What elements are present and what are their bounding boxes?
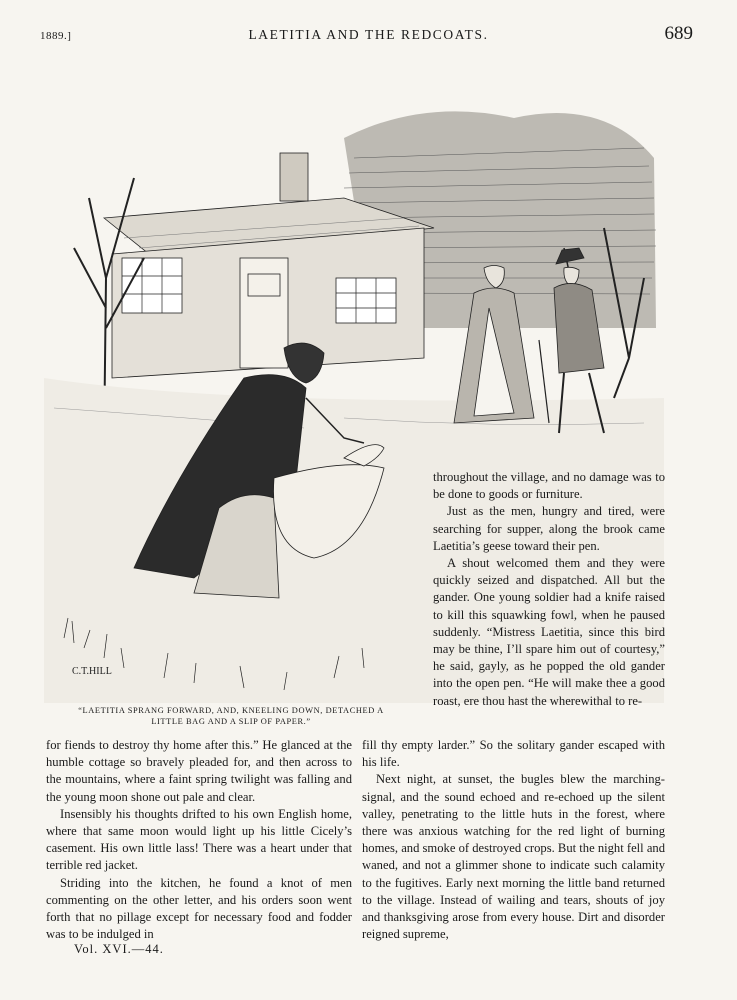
signature-mark: Vol. XVI.—44. (74, 942, 164, 956)
paragraph: Next night, at sunset, the bugles blew the marching-signal, and the sound echoed and re-echoed up the silent valley, penetrating to the little huts in the forest, where there was anxious watching for the red light of burning homes, and smoke of destroyed crops. But the night fell and waned, and not a glimmer shone to indicate such calamity to the fugitives. Early next morning the little band returned to the village. Instead of wailing and tears, shouts of joy and thanksgiving arose from every house. Dirt and disorder reigned supreme, (362, 772, 665, 942)
paragraph: fill thy empty larder.” So the solitary gander escaped with his life. (362, 738, 665, 770)
paragraph: for fiends to destroy thy home after this.” He glanced at the humble cottage so bravely pleaded for, and then across to the mountains, where a faint spring twilight was falling and the young moon shone out pale and clear. (46, 738, 352, 804)
paragraph: Striding into the kitchen, he found a knot of men commenting on the other letter, and his orders soon went forth that no pillage except for necessary food and fodder was to be indulged in (46, 875, 352, 942)
paragraph: Insensibly his thoughts drifted to his own English home, where that same moon would light up his little Cicely’s casement. His own little lass! There was a heart under that terrible red jacket. (46, 806, 352, 873)
illustration-caption (46, 705, 416, 727)
header-title: LAETITIA AND THE REDCOATS. (248, 27, 489, 42)
caption-line-1: “LAETITIA SPRANG FORWARD, AND, KNEELING DOWN, DETACHED A (78, 706, 384, 715)
left-column-text (46, 737, 352, 943)
running-header (0, 23, 737, 50)
caption-line-2: LITTLE BAG AND A SLIP OF PAPER.” (151, 717, 311, 726)
right-column-text (433, 469, 665, 710)
paragraph: throughout the village, and no damage was to be done to goods or furniture. (433, 470, 665, 502)
page-number: 689 (664, 23, 693, 44)
paragraph: A shout welcomed them and they were quickly seized and dispatched. All but the gander. One young soldier had a knife raised to kill this squawking fowl, when he paused suddenly. “Mistress Laetitia, since this bird may be thine, I’ll spare him out of courtesy,” he said, gayly, as he popped the old gander into the open pen. “He will make thee a good roast, ere thou hast the wherewithal to re- (433, 556, 665, 708)
header-year: 1889.] (40, 30, 72, 42)
illustrator-signature: C.T.HILL (72, 666, 112, 677)
paragraph: Just as the men, hungry and tired, were searching for supper, along the brook came Laetitia’s geese toward their pen. (433, 504, 665, 553)
bottom-right-column-text (362, 737, 665, 943)
